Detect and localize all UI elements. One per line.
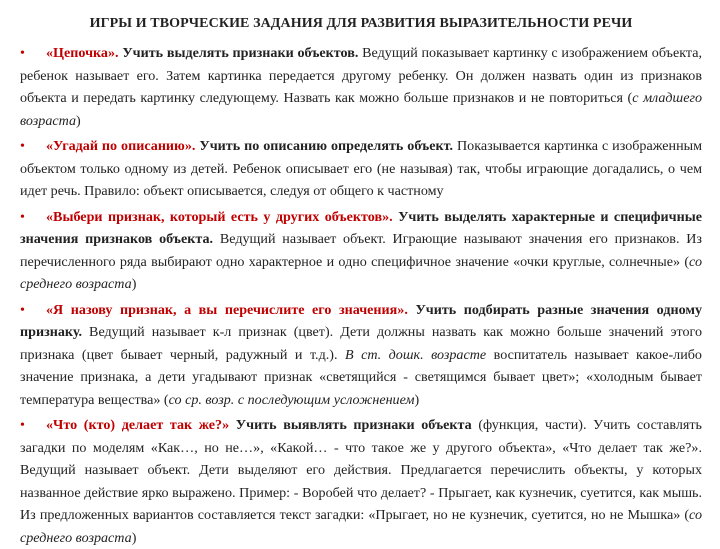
game-name: «Угадай по описанию». — [46, 138, 196, 154]
game-name: «Цепочка». — [46, 45, 119, 61]
game-description-continued: воспитатель называет какое-либо значение признака, а дети угадывают признак «светящийся - светящимся бывает цвет»; «холодным бывает температура вещества» ( — [20, 346, 702, 408]
game-description: Показывается картинка с изображенным объектом только одному из детей. Ребенок описывает его (не называя) так, чтобы играющие догадались, о чем идет речь. Правило: объект описывается, следуя от общего к частному — [20, 138, 702, 199]
game-goal: Учить выделять характерные и специфичные значения признаков объекта. — [20, 208, 703, 247]
game-name: «Я назову признак, а вы перечислите его значения». — [46, 301, 408, 318]
game-name: «Выбери признак, который есть у других объектов». — [46, 208, 393, 225]
bullet-icon: • — [20, 208, 25, 225]
age-note: с младшего возраста — [20, 90, 702, 129]
game-description: Ведущий называет объект. Играющие называют значения его признаков. Из перечисленного ряда выбирают одно характерное и одно специфичное значение «очки круглые, солнечные» ( — [20, 231, 703, 270]
closing-paren: ) — [131, 276, 137, 292]
bullet-icon: • — [20, 301, 25, 318]
bullet-icon: • — [20, 417, 25, 433]
list-item — [20, 135, 702, 203]
closing-paren: ) — [76, 112, 81, 129]
closing-paren: ) — [131, 529, 137, 546]
list-item — [20, 414, 702, 549]
list-item — [20, 206, 702, 296]
age-note: со среднего возраста — [20, 507, 702, 546]
game-description: (функция, части). Учить составлять загадки по моделям «Как…, но не…», «Какой… - что такое же у другого объекта», «Что делает так же?». Ведущий называет объект. Дети выделяют его действия. Предлагается перечислить объекты, у которых названное действие ярко выражено. Пример: - Воробей что делает? - Прыгает, как кузнечик, суетится, как мышь. Из предложенных вариантов составляется текст загадки: «Прыгает, но не кузнечик, суетится, но не Мышка» ( — [20, 417, 702, 523]
age-note: со среднего возраста — [20, 253, 702, 292]
game-goal: Учить по описанию определять объект. — [199, 138, 454, 154]
game-goal: Учить выделять признаки объектов. — [122, 45, 359, 61]
list-item — [20, 42, 702, 132]
list-item — [20, 299, 702, 412]
game-goal: Учить выявлять признаки объекта — [235, 417, 472, 433]
game-description: Ведущий называет к-л признак (цвет). Дети должны назвать как можно больше значений этого признака (цвет бывает черный, радужный и т.д.). — [20, 324, 702, 363]
age-stage-note: В ст. дошк. возрасте — [344, 346, 487, 363]
bullet-icon: • — [20, 45, 25, 61]
game-goal: Учить подбирать разные значения одному признаку. — [20, 301, 702, 340]
game-name: «Что (кто) делает так же?» — [46, 417, 230, 433]
age-note: со ср. возр. с последующим усложнением — [168, 391, 415, 408]
page-title: ИГРЫ И ТВОРЧЕСКИЕ ЗАДАНИЯ ДЛЯ РАЗВИТИЯ ВЫРАЗИТЕЛЬНОСТИ РЕЧИ — [89, 16, 633, 31]
bullet-icon: • — [20, 138, 25, 154]
closing-paren: ) — [414, 391, 420, 408]
game-description: Ведущий показывает картинку с изображением объекта, ребенок называет его. Затем картинка передается другому ребенку. Он должен назвать один из признаков объекта и передать картинку следующему. Назвать как можно больше признаков и не повториться ( — [20, 45, 702, 106]
